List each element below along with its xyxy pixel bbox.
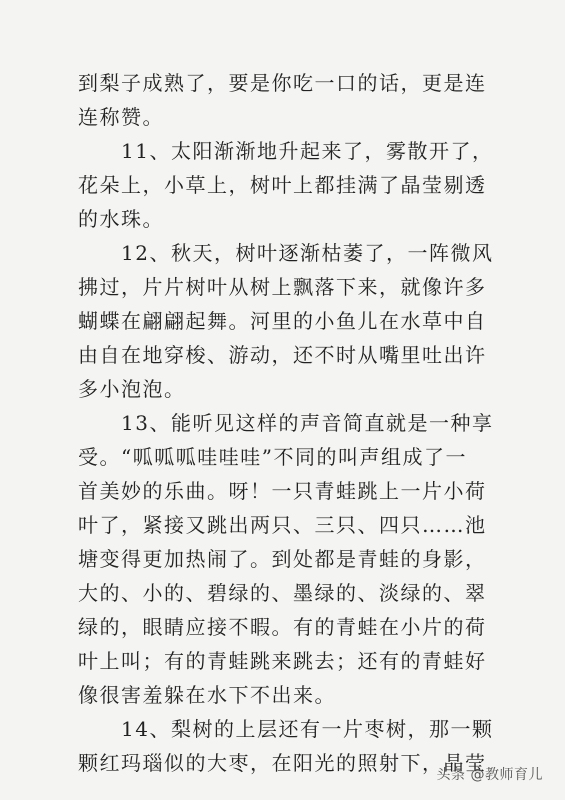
text-line: 塘变得更加热闹了。到处都是青蛙的身影， — [78, 547, 487, 571]
text-line: 蝴蝶在翩翩起舞。河里的小鱼儿在水草中自 — [78, 309, 487, 333]
text-line: 多小泡泡。 — [78, 377, 186, 401]
text-line: 大的、小的、碧绿的、墨绿的、淡绿的、翠 — [78, 581, 487, 605]
text-line: 13、能听见这样的声音简直就是一种享 — [78, 411, 494, 435]
text-line: 12、秋天，树叶逐渐枯萎了，一阵微风 — [78, 241, 494, 265]
text-line: 叶了，紧接又跳出两只、三只、四只……池 — [78, 513, 487, 537]
text-line: 的水珠。 — [78, 207, 164, 231]
text-line: 11、太阳渐渐地升起来了，雾散开了， — [78, 139, 494, 163]
source-watermark: 头条 @教师育儿 — [436, 767, 543, 783]
text-line: 受。“呱呱呱哇哇哇”不同的叫声组成了一 — [78, 445, 467, 469]
document-body — [78, 66, 494, 780]
text-line: 颗红玛瑙似的大枣，在阳光的照射下，晶莹 — [78, 751, 487, 775]
text-line: 由自在地穿梭、游动，还不时从嘴里吐出许 — [78, 343, 487, 367]
text-line: 首美妙的乐曲。呀！一只青蛙跳上一片小荷 — [78, 479, 487, 503]
text-line: 拂过，片片树叶从树上飘落下来，就像许多 — [78, 275, 487, 299]
text-line: 到梨子成熟了，要是你吃一口的话，更是连 — [78, 71, 487, 95]
text-line: 14、梨树的上层还有一片枣树，那一颗 — [78, 717, 494, 741]
text-line: 花朵上，小草上，树叶上都挂满了晶莹剔透 — [78, 173, 487, 197]
text-line: 连称赞。 — [78, 105, 164, 129]
text-line: 绿的，眼睛应接不暇。有的青蛙在小片的荷 — [78, 615, 487, 639]
text-line: 像很害羞躲在水下不出来。 — [78, 683, 336, 707]
text-line: 叶上叫；有的青蛙跳来跳去；还有的青蛙好 — [78, 649, 487, 673]
